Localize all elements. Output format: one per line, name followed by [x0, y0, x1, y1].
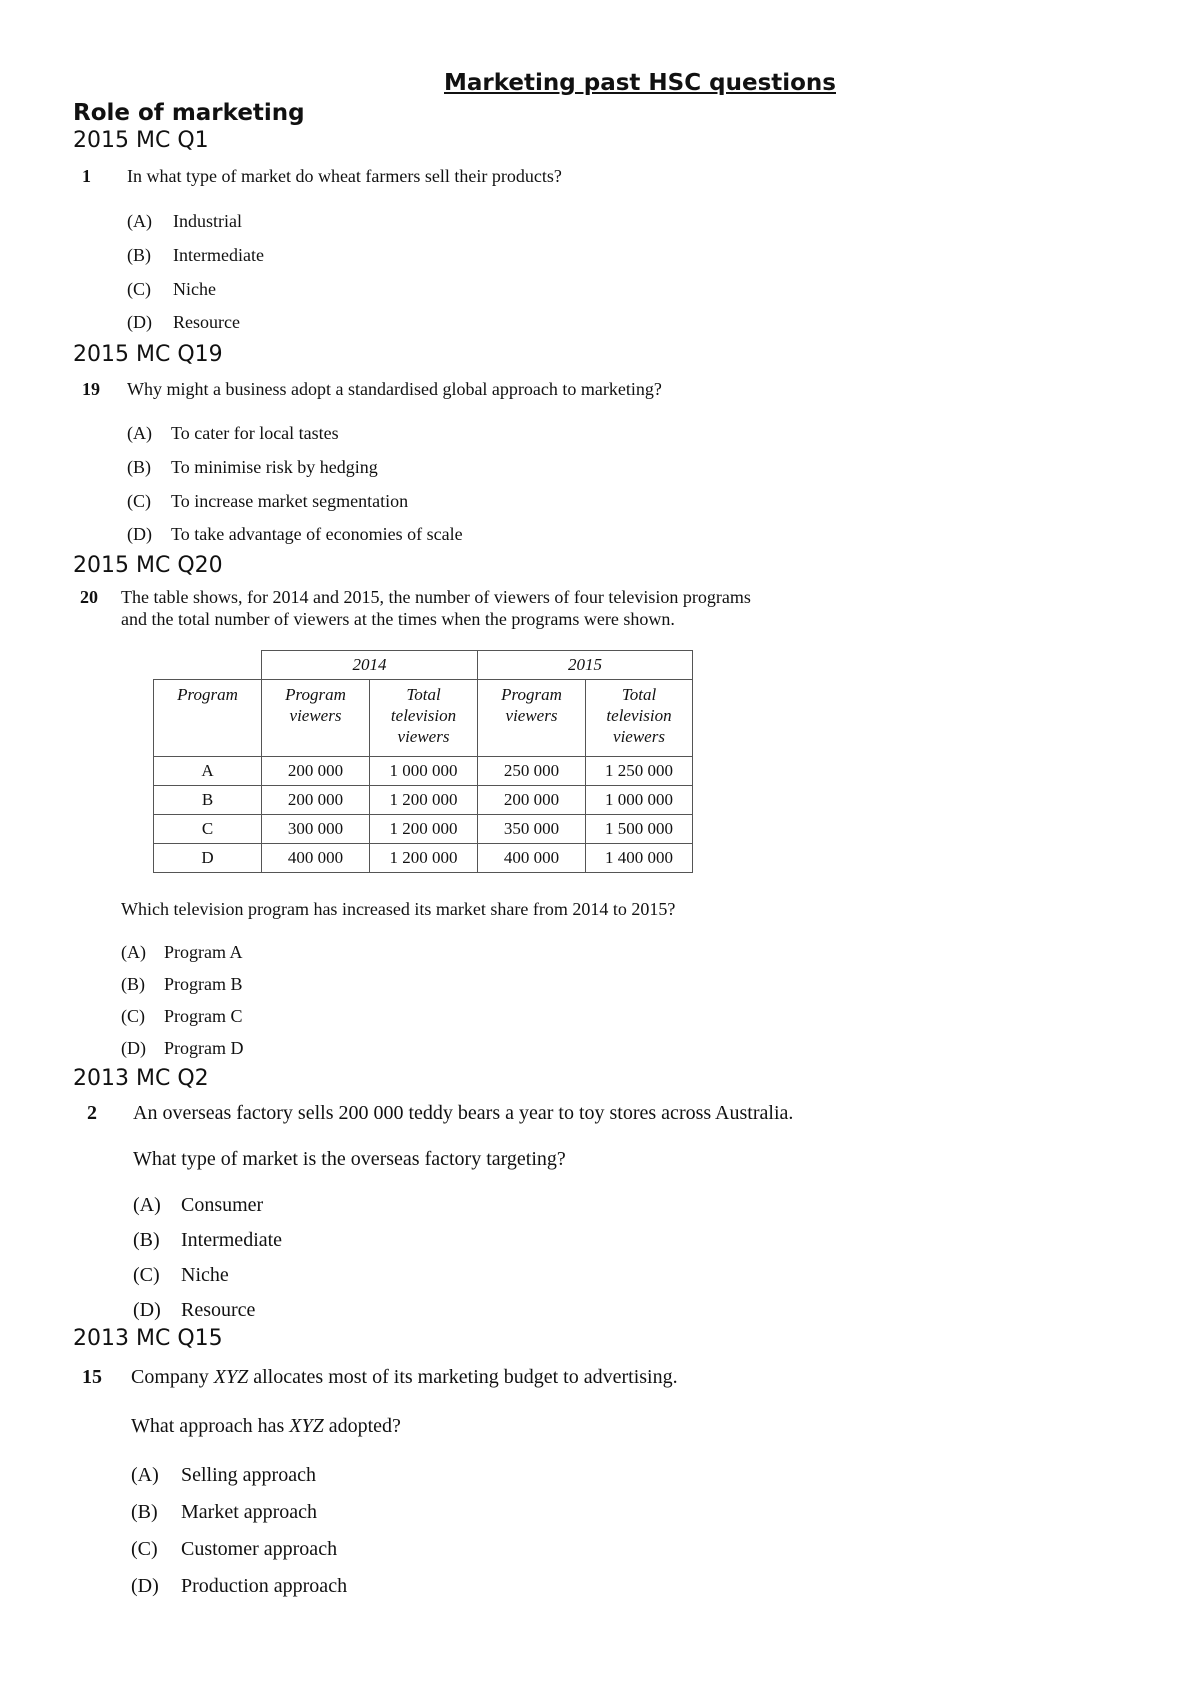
table-row — [154, 786, 693, 815]
company-name: XYZ — [213, 1366, 249, 1388]
option-text: Production approach — [181, 1575, 348, 1597]
option-letter: (D) — [133, 1299, 161, 1321]
table-cell: 1 000 000 — [586, 786, 693, 815]
question-prompt: What approach has XYZ adopted? — [131, 1415, 401, 1437]
table-cell-program: C — [154, 815, 262, 844]
question-prompt: What type of market is the overseas factory targeting? — [133, 1148, 566, 1170]
option-text: Niche — [173, 279, 216, 299]
table-cell: 1 000 000 — [370, 757, 478, 786]
table-cell: 400 000 — [262, 844, 370, 873]
table-column-header-program-viewers: Program viewers — [478, 680, 586, 757]
table-cell: 1 200 000 — [370, 815, 478, 844]
option-letter: (B) — [131, 1501, 158, 1523]
table-cell: 200 000 — [262, 786, 370, 815]
company-name: XYZ — [289, 1415, 324, 1437]
option-text: Resource — [173, 312, 240, 332]
table-cell: 350 000 — [478, 815, 586, 844]
table-cell: 1 500 000 — [586, 815, 693, 844]
table-row — [154, 815, 693, 844]
table-column-header-program-viewers: Program viewers — [262, 680, 370, 757]
option-text: Selling approach — [181, 1464, 316, 1486]
table-cell: 1 400 000 — [586, 844, 693, 873]
option-letter: (A) — [127, 423, 152, 443]
question-heading-2013-q2: 2013 MC Q2 — [73, 1066, 209, 1091]
option-letter: (D) — [131, 1575, 159, 1597]
table-year-header: 2014 — [262, 651, 478, 680]
question-heading-2013-q15: 2013 MC Q15 — [73, 1326, 223, 1351]
question-number: 1 — [82, 166, 91, 186]
table-column-header-total-viewers: Total television viewers — [586, 680, 693, 757]
option-letter: (D) — [127, 312, 152, 332]
option-text: To take advantage of economies of scale — [171, 524, 463, 544]
option-text: Program A — [164, 942, 243, 962]
option-text: Niche — [181, 1264, 229, 1286]
option-letter: (B) — [127, 457, 151, 477]
question-number: 2 — [87, 1102, 97, 1124]
table-corner — [154, 651, 262, 680]
option-letter: (A) — [121, 942, 146, 962]
table-row — [154, 844, 693, 873]
option-letter: (A) — [127, 211, 152, 231]
option-letter: (C) — [131, 1538, 158, 1560]
table-row — [154, 757, 693, 786]
question-number: 19 — [82, 379, 100, 399]
question-text: Company XYZ allocates most of its marketing budget to advertising. — [131, 1366, 678, 1388]
question-text-line-2: and the total number of viewers at the times when the programs were shown. — [121, 609, 675, 629]
table-cell: 400 000 — [478, 844, 586, 873]
table-cell-program: D — [154, 844, 262, 873]
table-cell: 1 200 000 — [370, 786, 478, 815]
option-letter: (B) — [121, 974, 145, 994]
option-letter: (A) — [131, 1464, 159, 1486]
question-text: In what type of market do wheat farmers sell their products? — [127, 166, 562, 186]
question-prompt: Which television program has increased its market share from 2014 to 2015? — [121, 899, 676, 919]
option-letter: (D) — [127, 524, 152, 544]
table-cell: 1 250 000 — [586, 757, 693, 786]
option-text: Program B — [164, 974, 243, 994]
viewers-table — [153, 650, 693, 873]
option-letter: (B) — [127, 245, 151, 265]
section-heading: Role of marketing — [73, 100, 305, 126]
option-letter: (C) — [127, 279, 151, 299]
option-text: Industrial — [173, 211, 242, 231]
table-cell: 200 000 — [478, 786, 586, 815]
option-text: To cater for local tastes — [171, 423, 339, 443]
option-letter: (C) — [121, 1006, 145, 1026]
question-text: An overseas factory sells 200 000 teddy bears a year to toy stores across Australia. — [133, 1102, 794, 1124]
option-text: Market approach — [181, 1501, 318, 1523]
table-column-header-total-viewers: Total television viewers — [370, 680, 478, 757]
option-letter: (C) — [127, 491, 151, 511]
table-cell: 250 000 — [478, 757, 586, 786]
option-letter: (D) — [121, 1038, 146, 1058]
question-number: 20 — [80, 587, 98, 607]
document-title: Marketing past HSC questions — [444, 70, 836, 96]
question-text-line-1: The table shows, for 2014 and 2015, the number of viewers of four television programs — [121, 587, 751, 607]
table-cell: 1 200 000 — [370, 844, 478, 873]
option-text: Customer approach — [181, 1538, 338, 1560]
question-number: 15 — [82, 1366, 102, 1388]
table-cell-program: A — [154, 757, 262, 786]
question-heading-2015-q19: 2015 MC Q19 — [73, 342, 223, 367]
option-text: To minimise risk by hedging — [171, 457, 378, 477]
option-text: Intermediate — [173, 245, 264, 265]
option-text: Program D — [164, 1038, 244, 1058]
question-heading-2015-q1: 2015 MC Q1 — [73, 128, 209, 153]
option-letter: (B) — [133, 1229, 160, 1251]
table-year-header: 2015 — [478, 651, 693, 680]
option-text: Resource — [181, 1299, 256, 1321]
option-text: Intermediate — [181, 1229, 283, 1251]
table-column-header-program: Program — [154, 680, 262, 757]
option-text: Consumer — [181, 1194, 264, 1216]
option-letter: (A) — [133, 1194, 161, 1216]
table-cell-program: B — [154, 786, 262, 815]
option-text: To increase market segmentation — [171, 491, 409, 511]
option-letter: (C) — [133, 1264, 160, 1286]
option-text: Program C — [164, 1006, 243, 1026]
question-heading-2015-q20: 2015 MC Q20 — [73, 553, 223, 578]
question-text: Why might a business adopt a standardised global approach to marketing? — [127, 379, 662, 399]
table-cell: 200 000 — [262, 757, 370, 786]
table-cell: 300 000 — [262, 815, 370, 844]
